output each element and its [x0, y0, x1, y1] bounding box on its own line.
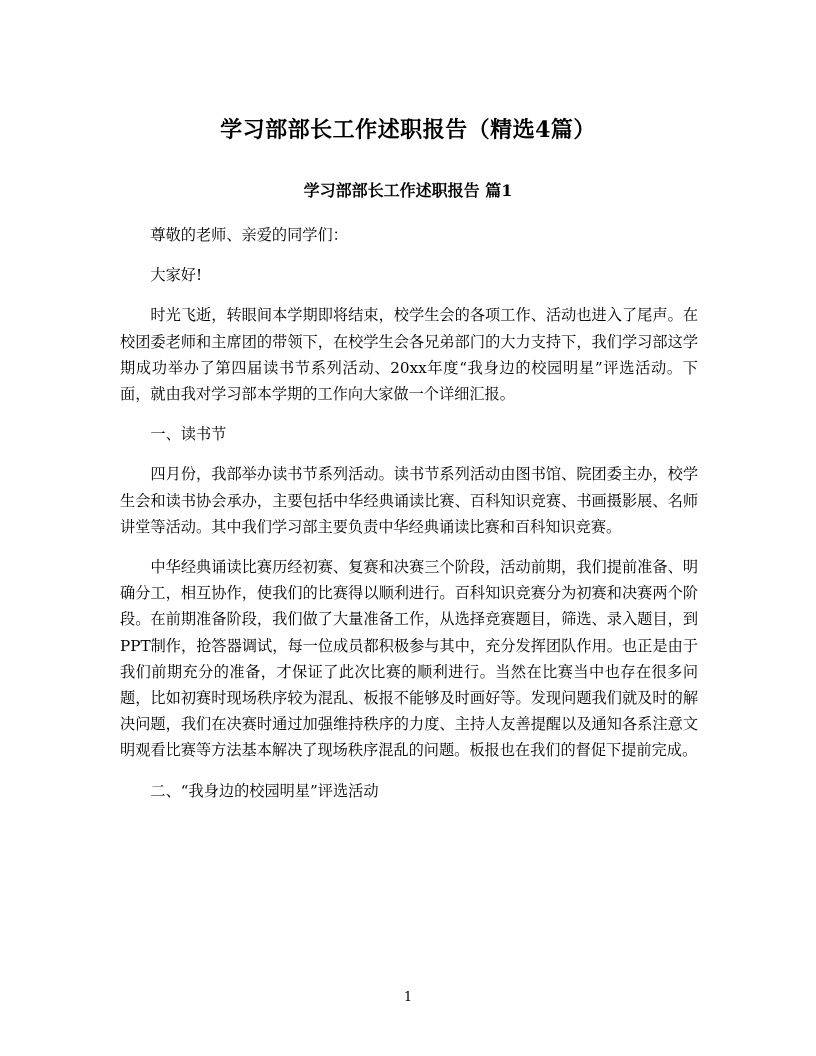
document-title: 学习部部长工作述职报告（精选4篇） — [220, 117, 596, 143]
document-body — [120, 222, 698, 818]
section-heading-campus-star: 二、“我身边的校园明星”评选活动 — [150, 781, 379, 800]
salutation-paragraph: 尊敬的老师、亲爱的同学们： — [150, 226, 348, 244]
competition-paragraph: 中华经典诵读比赛历经初赛、复赛和决赛三个阶段，活动前期，我们提前准备、明确分工，相互协作，使我们的比赛得以顺利进行。百科知识竞赛分为初赛和决赛两个阶段。在前期准备阶段，我们做了大量准备工作，从选择竞赛题目，筛选、录入题目，到PPT制作，抢答器调试，每一位成员都积极参与其中，充分发挥团队作用。也正是由于我们前期充分的准备，才保证了此次比赛的顺利进行。当然在比赛当中也存在很多问题，比如初赛时现场秩序较为混乱、板报不能够及时画好等。发现问题我们就及时的解决问题，我们在决赛时通过加强维持秩序的力度、主持人友善提醒以及通知各系注意文明观看比赛等方法基本解决了现场秩序混乱的问题。板报也在我们的督促下提前完成。 — [120, 558, 698, 760]
reading-festival-paragraph: 四月份，我部举办读书节系列活动。读书节系列活动由图书馆、院团委主办，校学生会和读书协会承办，主要包括中华经典诵读比赛、百科知识竞赛、书画摄影展、名师讲堂等活动。其中我们学习部主要负责中华经典诵读比赛和百科知识竞赛。 — [120, 465, 698, 536]
greeting-paragraph: 大家好! — [150, 266, 203, 285]
section-heading-reading-festival: 一、读书节 — [150, 425, 227, 444]
intro-paragraph: 时光飞逝，转眼间本学期即将结束，校学生会的各项工作、活动也进入了尾声。在校团委老师和主席团的带领下，在校学生会各兄弟部门的大力支持下，我们学习部这学期成功举办了第四届读书节系列活动、20xx年度“我身边的校园明星”评选活动。下面，就由我对学习部本学期的工作向大家做一个详细汇报。 — [120, 306, 698, 404]
section-subtitle: 学习部部长工作述职报告 篇1 — [303, 181, 513, 200]
page-number: 1 — [403, 990, 413, 1005]
